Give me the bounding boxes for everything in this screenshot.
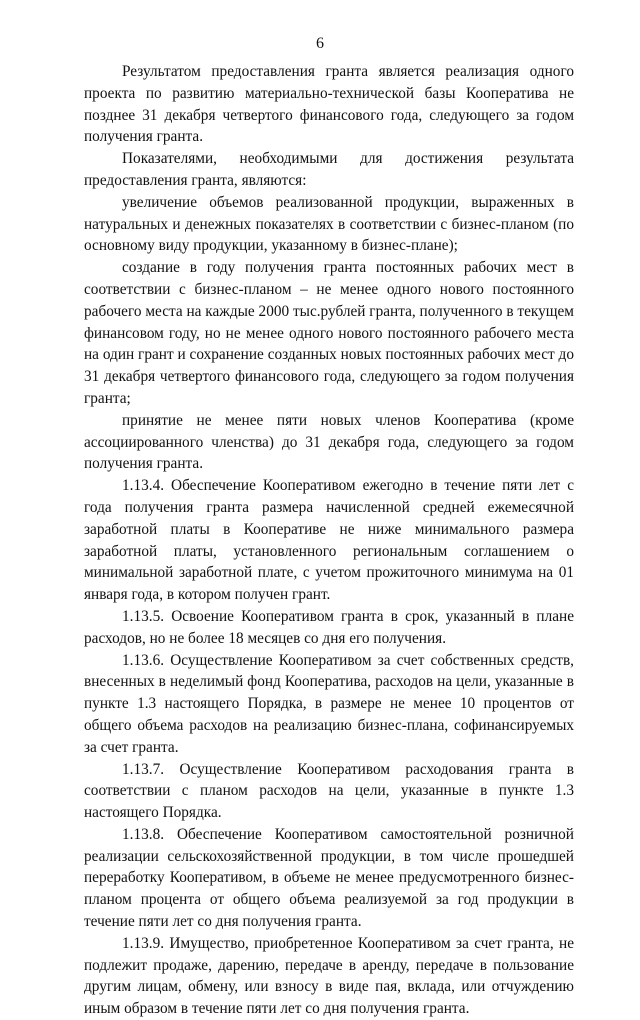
paragraph-1-13-8: 1.13.8. Обеспечение Кооперативом самостоятельной розничной реализации сельскохозяйственной продукции, в том числе прошедшей переработку Кооперативом, в объеме не менее предусмотренного бизнес-планом процента от общего объема реализуемой за год продукции в течение пяти лет со дня получения гранта. bbox=[84, 825, 574, 931]
page-number: 6 bbox=[316, 35, 324, 52]
paragraph-1-13-6: 1.13.6. Осуществление Кооперативом за счет собственных средств, внесенных в неделимый фонд Кооператива, расходов на цели, указанные в пункте 1.3 настоящего Порядка, в размере не менее 10 процентов от общего объема расходов на реализацию бизнес-плана, софинансируемых за счет гранта. bbox=[84, 651, 574, 756]
paragraph-1-13-9: 1.13.9. Имущество, приобретенное Кооперативом за счет гранта, не подлежит продаже, дарению, передаче в аренду, передаче в пользование другим лицам, обмену, или взносу в виде пая, вклада, или отчуждению иным образом в течение пяти лет со дня получения гранта. bbox=[84, 934, 574, 1018]
paragraph-grant-result: Результатом предоставления гранта является реализация одного проекта по развитию материально-технической базы Кооператива не позднее 31 декабря четвертого финансового года, следующего за годом получения гранта. bbox=[84, 63, 574, 146]
paragraph-1-13-4: 1.13.4. Обеспечение Кооперативом ежегодно в течение пяти лет с года получения гранта размера начисленной средней ежемесячной заработной платы в Кооперативе не ниже минимального размера заработной платы, установленного региональным соглашением о минимальной заработной плате, с учетом прожиточного минимума на 01 января года, в котором получен грант. bbox=[84, 477, 574, 604]
paragraph-indicator-members: принятие не менее пяти новых членов Кооператива (кроме ассоциированного членства) до 31 декабря года, следующего за годом получения гранта. bbox=[84, 411, 574, 473]
paragraph-1-13-7: 1.13.7. Осуществление Кооперативом расходования гранта в соответствии с планом расходов на цели, указанные в пункте 1.3 настоящего Порядка. bbox=[84, 760, 574, 822]
paragraph-1-13-5: 1.13.5. Освоение Кооперативом гранта в срок, указанный в плане расходов, но не более 18 месяцев со дня его получения. bbox=[84, 607, 574, 647]
paragraph-indicators-intro: Показателями, необходимыми для достижения результата предоставления гранта, являются: bbox=[84, 150, 574, 189]
paragraph-indicator-jobs: создание в году получения гранта постоянных рабочих мест в соответствии с бизнес-планом – не менее одного нового постоянного рабочего места на каждые 2000 тыс.рублей гранта, полученного в текущем финансовом году, но не менее одного нового постоянного рабочего места на один грант и сохранение созданных новых постоянных рабочих мест до 31 декабря четвертого финансового года, следующего за годом получения гранта; bbox=[84, 259, 574, 407]
paragraph-indicator-sales: увеличение объемов реализованной продукции, выраженных в натуральных и денежных показателях в соответствии с бизнес-планом (по основному виду продукции, указанному в бизнес-плане); bbox=[84, 193, 574, 255]
document-body bbox=[84, 61, 574, 1020]
